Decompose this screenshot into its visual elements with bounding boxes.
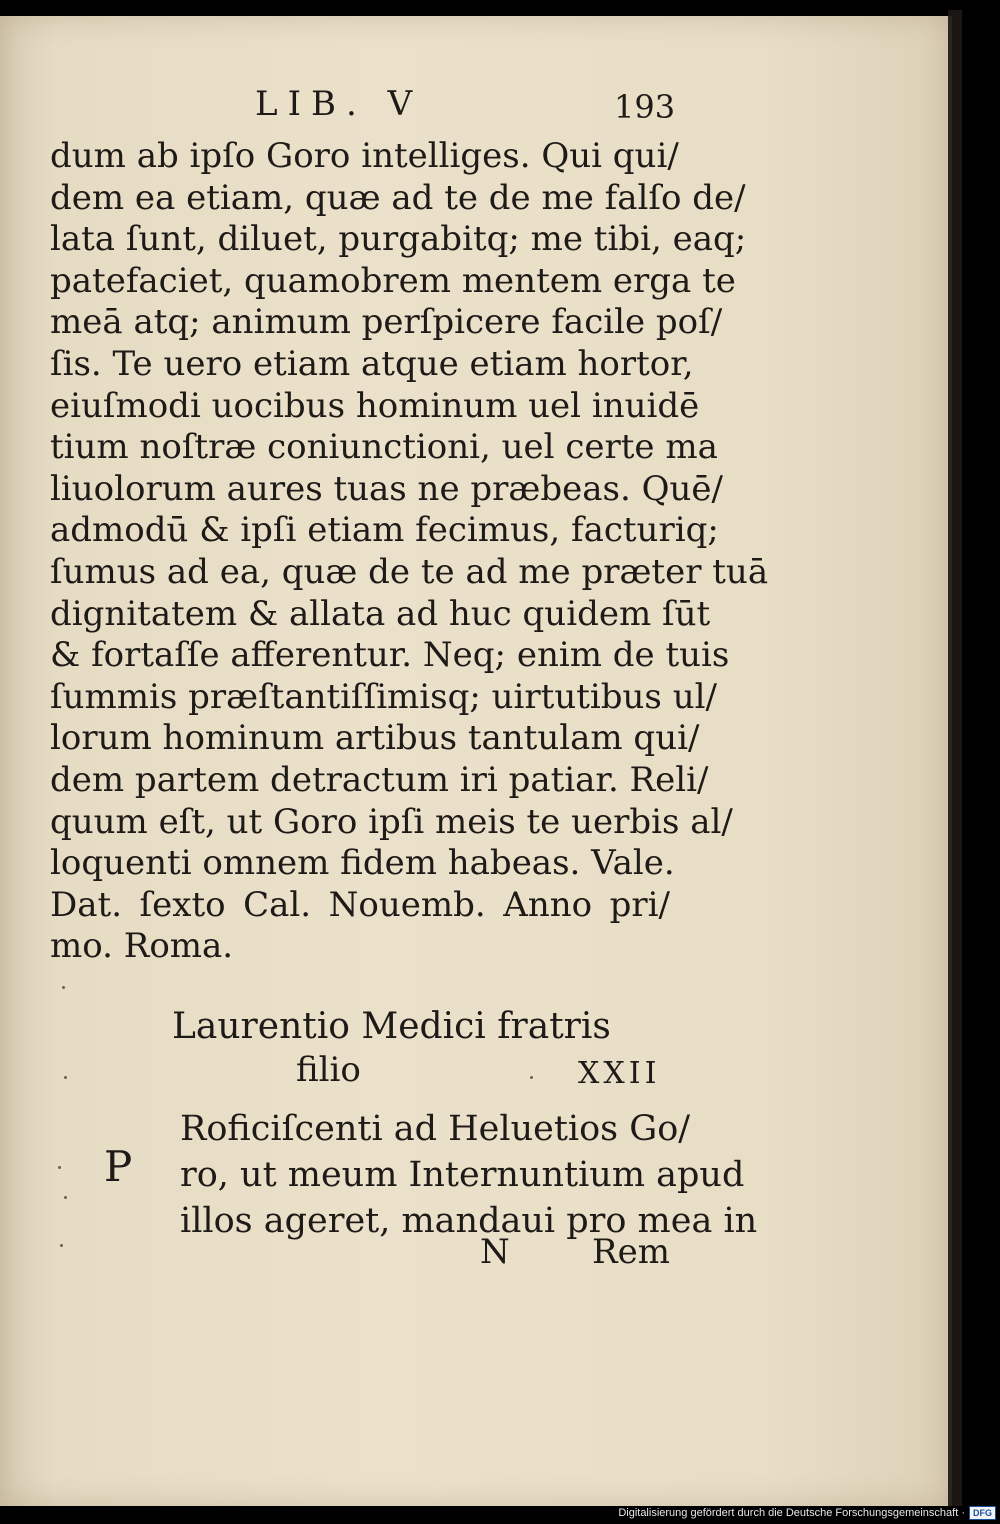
dfg-logo: DFG bbox=[969, 1506, 996, 1520]
text-line: admodū & ipſi etiam fecimus, facturiq; bbox=[50, 510, 719, 551]
ink-speck bbox=[60, 1244, 63, 1247]
body-text bbox=[50, 136, 769, 968]
text-line: eiuſmodi uocibus hominum uel inuidē bbox=[50, 385, 700, 426]
ink-speck bbox=[530, 1076, 533, 1079]
text-line: & fortaſſe afferentur. Neq; enim de tuis bbox=[50, 635, 730, 676]
text-line: quum eſt, ut Goro ipſi meis te uerbis al/ bbox=[50, 801, 733, 842]
letter-heading-continued: filio bbox=[296, 1050, 361, 1090]
text-line: meā atq; animum perſpicere facile poſ/ bbox=[50, 302, 723, 343]
text-line: lata ſunt, diluet, purgabitq; me tibi, eaq; bbox=[50, 219, 747, 260]
text-line: mo. Roma. bbox=[50, 926, 234, 967]
ink-speck bbox=[64, 1076, 67, 1079]
text-line: dum ab ipſo Goro intelliges. Qui qui/ bbox=[50, 136, 679, 176]
ink-speck bbox=[58, 1166, 61, 1169]
text-line: patefaciet, quamobrem mentem erga te bbox=[50, 260, 736, 301]
text-line: liuolorum aures tuas ne præbeas. Quē/ bbox=[50, 468, 723, 509]
text-line: dem ea etiam, quæ ad te de me falſo de/ bbox=[50, 177, 746, 218]
letter-heading: Laurentio Medici fratris bbox=[172, 1006, 611, 1047]
drop-initial: P bbox=[104, 1142, 133, 1191]
text-line: tium noſtræ coniunctioni, uel certe ma bbox=[50, 427, 718, 468]
credit-text: Digitalisierung gefördert durch die Deutsche Forschungsgemeinschaft · bbox=[618, 1507, 965, 1519]
letter-text bbox=[180, 1106, 758, 1244]
page-number: 193 bbox=[614, 88, 676, 126]
digitization-credit bbox=[618, 1506, 996, 1520]
text-line: dem partem detractum iri patiar. Reli/ bbox=[50, 759, 709, 800]
text-line: lorum hominum artibus tantulam qui/ bbox=[50, 718, 700, 759]
text-line: Dat. ſexto Cal. Nouemb. Anno pri/ bbox=[50, 884, 670, 925]
text-line: illos ageret, mandaui pro mea in bbox=[180, 1201, 758, 1241]
text-line: dignitatem & allata ad huc quidem ſūt bbox=[50, 593, 711, 634]
text-line: Roficiſcenti ad Heluetios Go/ bbox=[180, 1109, 691, 1149]
text-line: loquenti omnem fidem habeas. Vale. bbox=[50, 843, 675, 884]
letter-number: XXII bbox=[578, 1056, 661, 1091]
catchword: Rem bbox=[592, 1232, 670, 1272]
running-title: LIB. V bbox=[255, 84, 423, 124]
text-line: ro, ut meum Internuntium apud bbox=[180, 1155, 745, 1195]
text-line: ſummis præſtantiſſimisq; uirtutibus ul/ bbox=[50, 676, 717, 717]
text-line: ſumus ad ea, quæ de te ad me præter tuā bbox=[50, 551, 769, 592]
signature-mark: N bbox=[480, 1232, 510, 1272]
text-line: ſis. Te uero etiam atque etiam hortor, bbox=[50, 343, 694, 384]
ink-speck bbox=[64, 1196, 67, 1199]
ink-speck bbox=[62, 986, 65, 989]
